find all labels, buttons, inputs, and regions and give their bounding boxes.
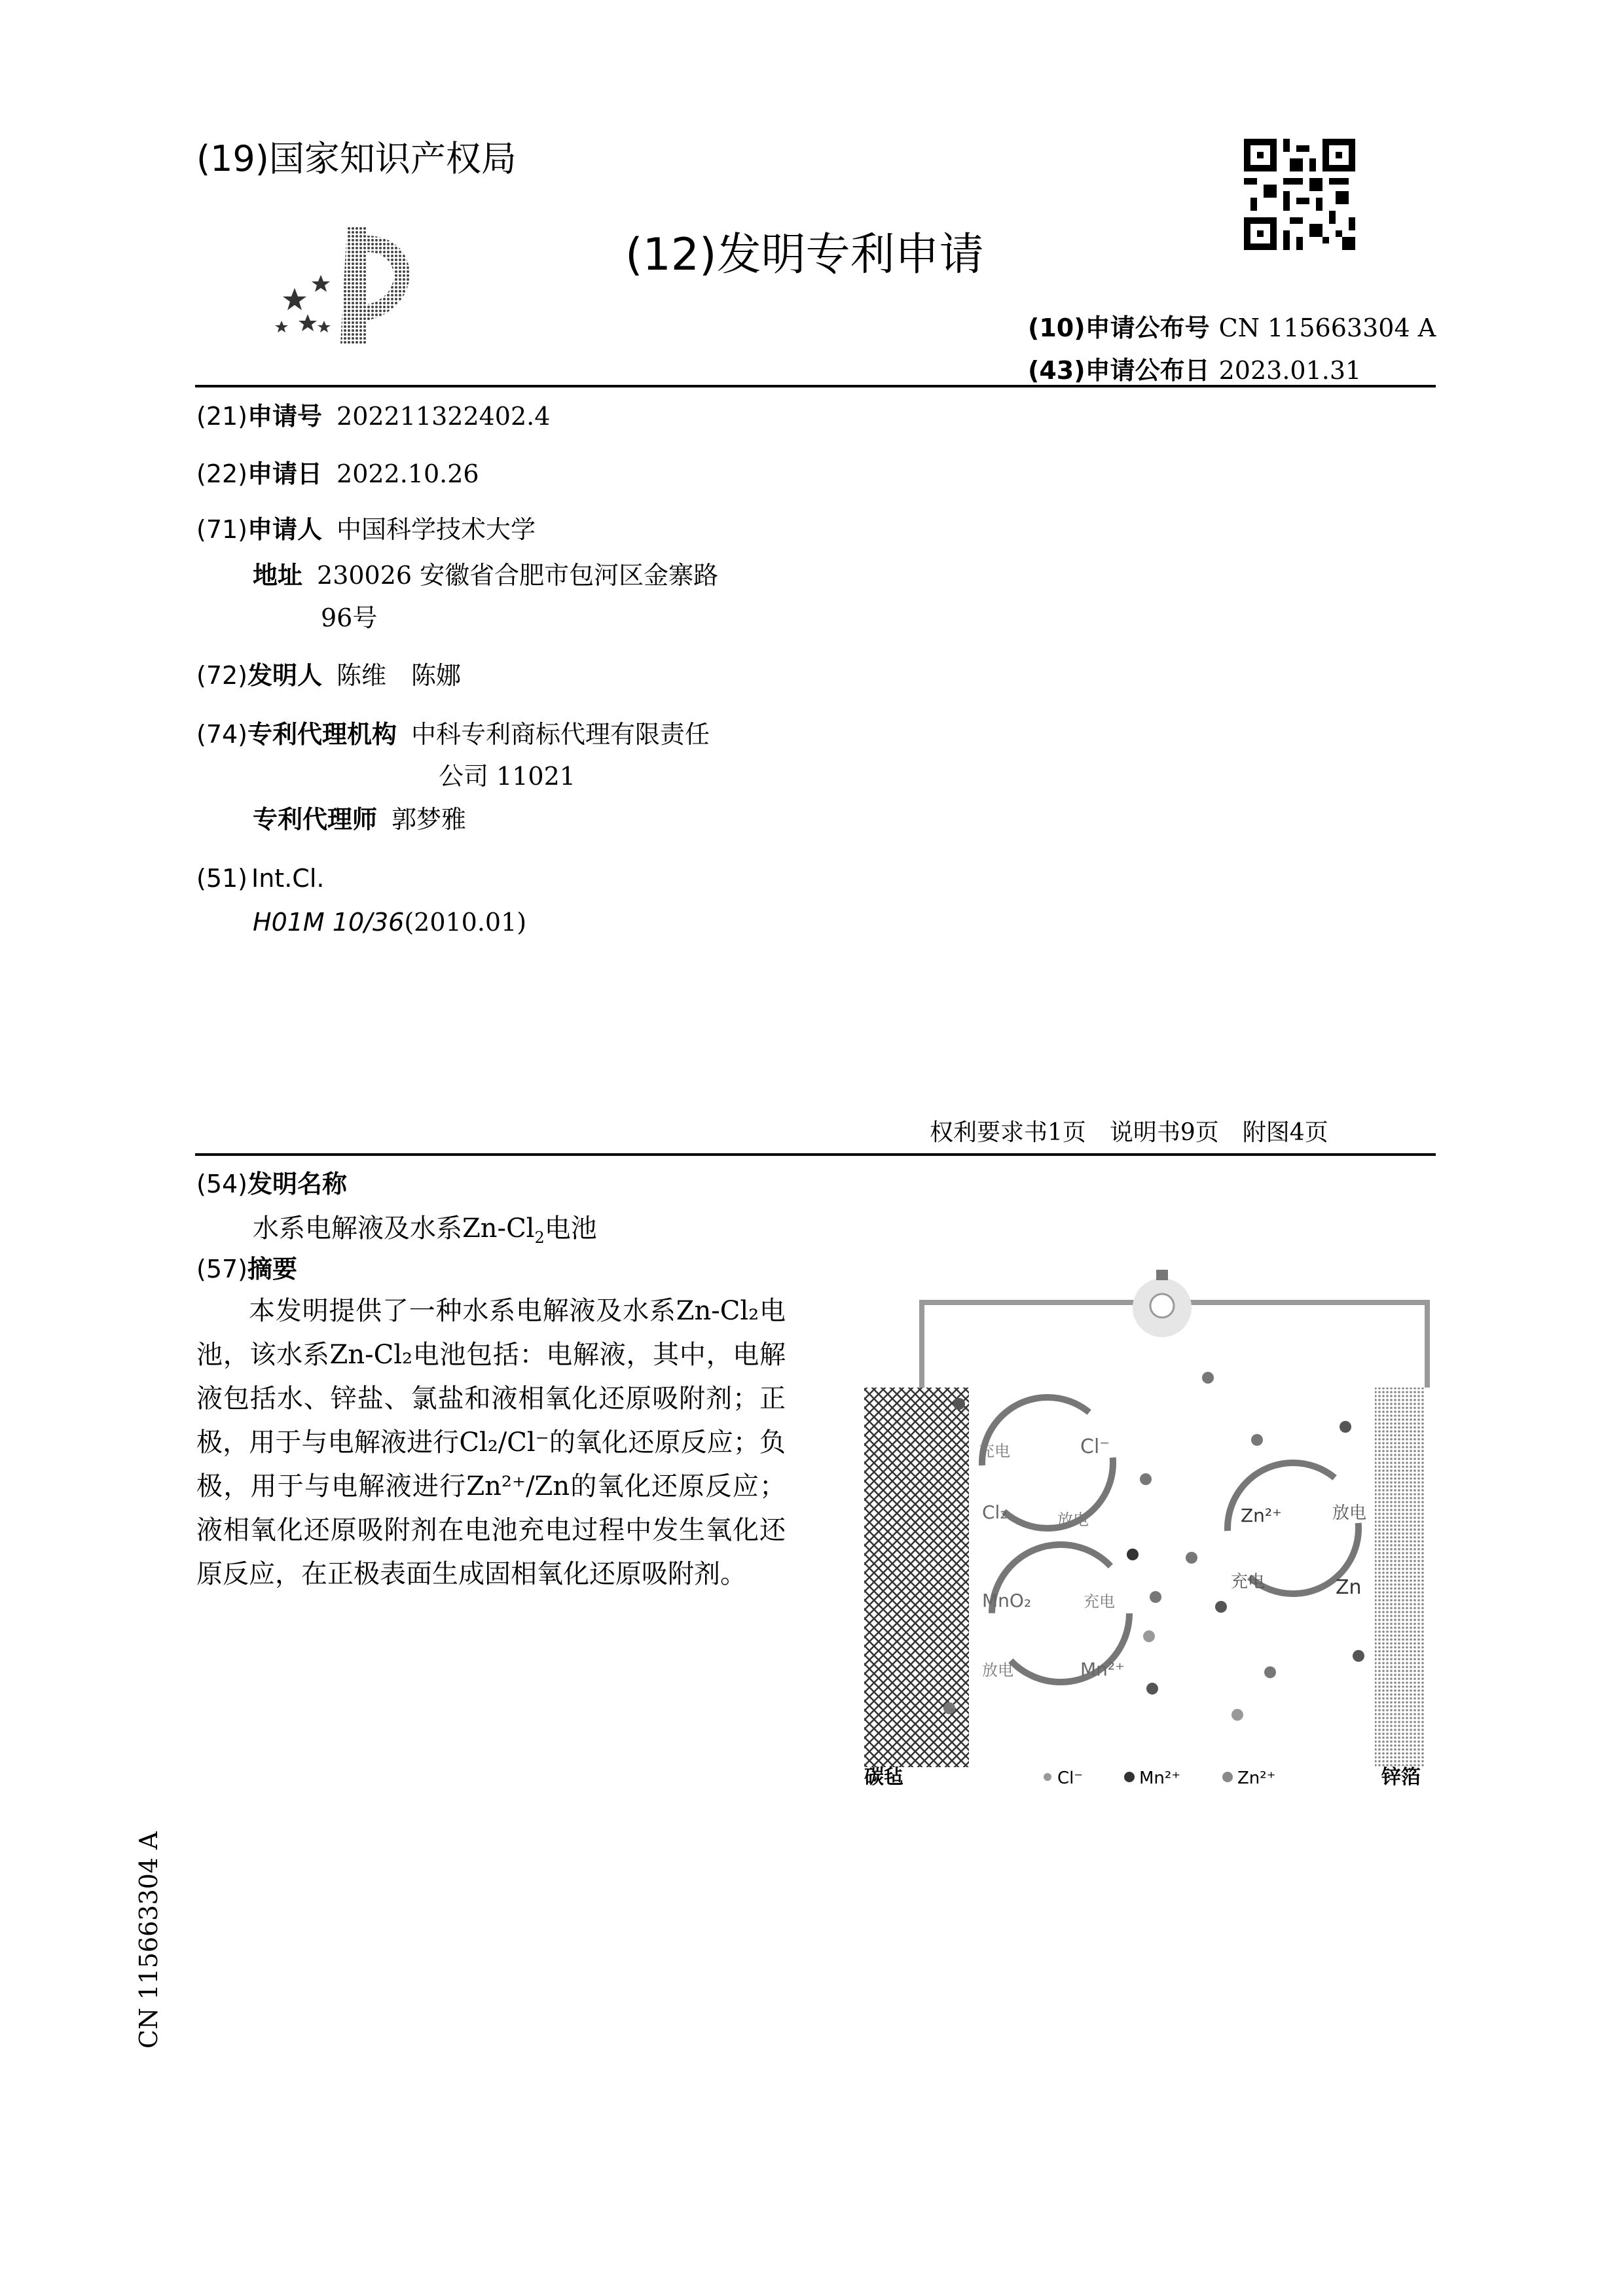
fig-zn-bottom-right: Zn xyxy=(1336,1576,1362,1599)
agency-label: 专利代理机构 xyxy=(247,720,397,749)
fig-right-electrode-label: 锌箔 xyxy=(1381,1766,1421,1789)
inventors-code: (72) xyxy=(196,661,248,690)
fig-legend-cl: Cl⁻ xyxy=(1057,1768,1084,1788)
section-divider xyxy=(195,1153,1436,1156)
zinc-foil-electrode xyxy=(1375,1388,1424,1767)
fig-mn-top-left: MnO₂ xyxy=(982,1590,1032,1611)
fig-mn-bottom-right: Mn²⁺ xyxy=(1080,1659,1125,1680)
fig-cl-right: Cl⁻ xyxy=(1080,1435,1110,1458)
header-divider xyxy=(195,385,1436,387)
qr-code-icon xyxy=(1244,139,1355,250)
publication-number: CN 115663304 A xyxy=(1218,314,1436,342)
app-date-label: 申请日 xyxy=(247,459,323,488)
fig-legend-zn: Zn²⁺ xyxy=(1237,1768,1276,1788)
title-code: (54) xyxy=(196,1170,248,1198)
fig-mn-top-right: 充电 xyxy=(1084,1592,1115,1611)
agent-value: 郭梦雅 xyxy=(392,805,467,834)
intcl-class: H01M 10/36 xyxy=(253,908,405,937)
fig-cl-top: 充电 xyxy=(979,1442,1010,1460)
publication-date: 2023.01.31 xyxy=(1218,356,1362,385)
intcl-code: (51) xyxy=(196,864,248,893)
intcl-version: (2010.01) xyxy=(404,908,527,937)
applicant-value: 中国科学技术大学 xyxy=(337,515,536,544)
abstract-body xyxy=(196,1289,786,1596)
abstract-label: 摘要 xyxy=(247,1255,298,1283)
fig-zn-bottom-left: 充电 xyxy=(1231,1572,1266,1592)
address-value-line2: 96号 xyxy=(321,603,378,632)
abstract-code: (57) xyxy=(196,1255,248,1283)
intcl-label: Int.Cl. xyxy=(251,864,325,893)
fig-zn-top-right: 放电 xyxy=(1332,1503,1367,1523)
document-kind: (12)发明专利申请 xyxy=(625,229,984,281)
fig-cl-left: Cl₂ xyxy=(982,1501,1008,1523)
address-value-line1: 230026 安徽省合肥市包河区金寨路 xyxy=(317,561,719,590)
fig-left-electrode-label: 碳毡 xyxy=(864,1766,903,1789)
app-date-value: 2022.10.26 xyxy=(337,459,479,488)
publication-number-label: (10)申请公布号 xyxy=(1028,314,1210,342)
fig-zn-top-left: Zn²⁺ xyxy=(1241,1505,1282,1526)
abstract-figure xyxy=(851,1257,1440,1793)
cnipa-emblem-icon xyxy=(268,223,426,347)
fig-legend-mn: Mn²⁺ xyxy=(1139,1768,1181,1788)
title-label: 发明名称 xyxy=(247,1170,348,1198)
applicant-code: (71) xyxy=(196,515,248,544)
fig-mn-bottom-left: 放电 xyxy=(982,1661,1013,1679)
agent-label: 专利代理师 xyxy=(253,805,378,834)
inventors-label: 发明人 xyxy=(247,661,323,690)
app-no-code: (21) xyxy=(196,402,248,431)
app-no-value: 202211322402.4 xyxy=(337,402,551,431)
invention-title-subscript: 2 xyxy=(534,1229,545,1247)
side-publication-code: CN 115663304 A xyxy=(134,1831,163,2049)
app-date-code: (22) xyxy=(196,459,248,488)
office-name: (19)国家知识产权局 xyxy=(196,138,517,179)
publication-date-label: (43)申请公布日 xyxy=(1028,356,1210,385)
invention-title-suffix: 电池 xyxy=(544,1213,597,1244)
agency-code: (74) xyxy=(196,720,248,749)
applicant-label: 申请人 xyxy=(247,515,323,544)
agency-value-line2: 公司 11021 xyxy=(439,762,575,791)
fig-cl-bottom: 放电 xyxy=(1057,1511,1089,1529)
inventors-value: 陈维 陈娜 xyxy=(337,661,462,690)
app-no-label: 申请号 xyxy=(247,402,323,431)
address-label: 地址 xyxy=(253,561,303,590)
abstract-text: 本发明提供了一种水系电解液及水系Zn-Cl₂电池，该水系Zn-Cl₂电池包括：电解液，其中，电解液包括水、锌盐、氯盐和液相氧化还原吸附剂；正极，用于与电解液进行Cl₂/Cl⁻的氧化还原反应；负极，用于与电解液进行Zn²⁺/Zn的氧化还原反应；液相氧化还原吸附剂在电池充电过程中发生氧化还原反应，在正极表面生成固相氧化还原吸附剂。 xyxy=(196,1296,786,1589)
invention-title: 水系电解液及水系Zn-Cl xyxy=(253,1213,535,1244)
agency-value-line1: 中科专利商标代理有限责任 xyxy=(411,720,710,749)
page-counts: 权利要求书1页 说明书9页 附图4页 xyxy=(930,1119,1328,1146)
